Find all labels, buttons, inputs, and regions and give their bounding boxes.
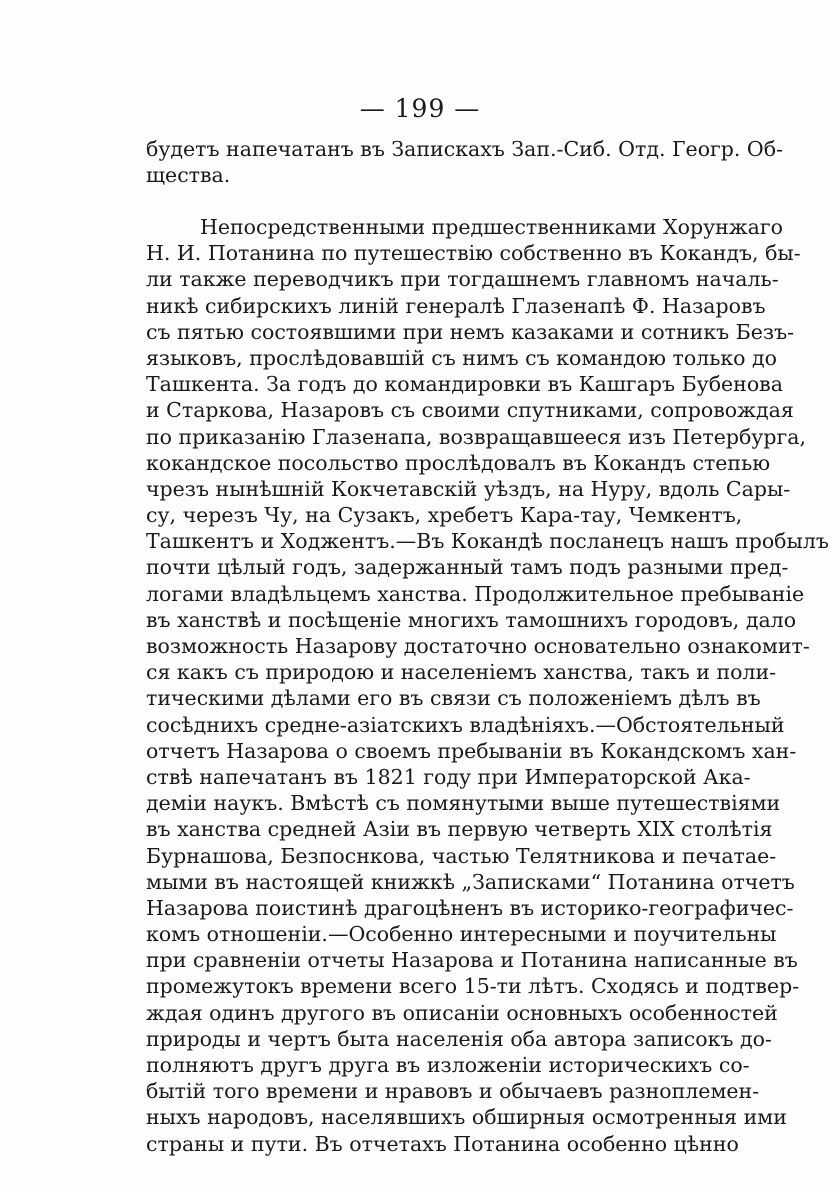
text-line: языковъ, прослѣдовавшій съ нимъ съ командою только до: [146, 345, 777, 370]
text-line: Бурнашова, Безпоснкова, частью Телятникова и печатае-: [146, 843, 777, 868]
text-line: су, черезъ Чу, на Сузакъ, хребетъ Кара-тау, Чемкентъ,: [146, 503, 743, 528]
text-line: ждая одинъ другого въ описаніи основныхъ особенностей: [146, 1000, 778, 1025]
text-line: полняютъ другъ друга въ изложеніи историческихъ со-: [146, 1053, 750, 1077]
text-line: тическими дѣлами его въ связи съ положеніемъ дѣлъ въ: [146, 686, 761, 711]
page-number: — 199 —: [359, 94, 481, 123]
text-line: страны и пути. Въ отчетахъ Потанина особенно цѣнно: [146, 1131, 739, 1156]
text-line: по приказанію Глазенапа, возвращавшееся изъ Петербурга,: [146, 424, 806, 449]
text-line: Назарова поистинѣ драгоцѣненъ въ историко-географичес-: [146, 895, 794, 920]
text-line: сосѣднихъ средне-азіатскихъ владѣніяхъ.—Обстоятельный: [146, 712, 785, 737]
text-line: деміи наукъ. Вмѣстѣ съ помянутыми выше путешествіями: [146, 791, 781, 816]
text-line: въ ханствѣ и посѣщеніе многихъ тамошнихъ городовъ, дало: [146, 607, 797, 632]
text-line: возможность Назарову достаточно основательно ознакомит-: [146, 634, 810, 658]
text-line: въ ханства средней Азіи въ первую четверть XIX столѣтія: [146, 817, 773, 842]
text-line: при сравненіи отчеты Назарова и Потанина написанные въ: [146, 948, 798, 973]
text-line: ствѣ напечатанъ въ 1821 году при Императорской Ака-: [146, 764, 751, 789]
text-line: Н. И. Потанина по путешествію собственно въ Кокандъ, бы-: [146, 241, 801, 266]
text-line: комъ отношеніи.—Особенно интересными и поучительны: [146, 922, 777, 947]
text-line: ли также переводчикъ при тогдашнемъ главномъ началь-: [146, 267, 779, 292]
text-line: бытій того времени и нравовъ и обычаевъ разноплемен-: [146, 1079, 760, 1104]
text-line: Ташкентъ и Ходжентъ.—Въ Кокандѣ посланецъ нашъ пробылъ: [146, 529, 829, 554]
text-line: ныхъ народовъ, населявшихъ обширныя осмотренныя ими: [146, 1105, 787, 1130]
text-line: щества.: [146, 163, 231, 188]
text-line: и Старкова, Назаровъ съ своими спутниками, сопровождая: [146, 398, 794, 423]
paragraph-main: [146, 214, 829, 1157]
paragraph-continuation: [146, 136, 784, 188]
text-line: съ пятью состоявшими при немъ казаками и сотникъ Безъ-: [146, 319, 795, 344]
text-line: Ташкента. За годъ до командировки въ Кашгаръ Бубенова: [146, 372, 783, 397]
text-line: мыми въ настоящей книжкѣ „Записками“ Потанина отчетъ: [146, 869, 795, 894]
text-line: ся какъ съ природою и населеніемъ ханства, такъ и поли-: [146, 660, 777, 685]
text-line: кокандское посольство прослѣдовалъ въ Кокандъ степью: [146, 450, 771, 475]
text-line: отчетъ Назарова о своемъ пребываніи въ Кокандскомъ хан-: [146, 738, 797, 763]
text-line: логами владѣльцемъ ханства. Продолжительное пребываніе: [146, 581, 805, 606]
text-line: чрезъ нынѣшній Кокчетавскій уѣздъ, на Нуру, вдоль Сары-: [146, 476, 791, 501]
text-line: промежутокъ времени всего 15-ти лѣтъ. Сходясь и подтвер-: [146, 974, 800, 999]
text-line: Непосредственными предшественниками Хорунжаго: [200, 215, 783, 239]
text-line: почти цѣлый годъ, задержанный тамъ подъ разными пред-: [146, 555, 789, 580]
text-line: будетъ напечатанъ въ Запискахъ Зап.-Сиб. Отд. Геогр. Об-: [146, 137, 784, 161]
text-line: никѣ сибирскихъ линій генералѣ Глазенапѣ Ф. Назаровъ: [146, 293, 766, 318]
text-line: природы и чертъ быта населенія оба автора записокъ до-: [146, 1026, 772, 1051]
